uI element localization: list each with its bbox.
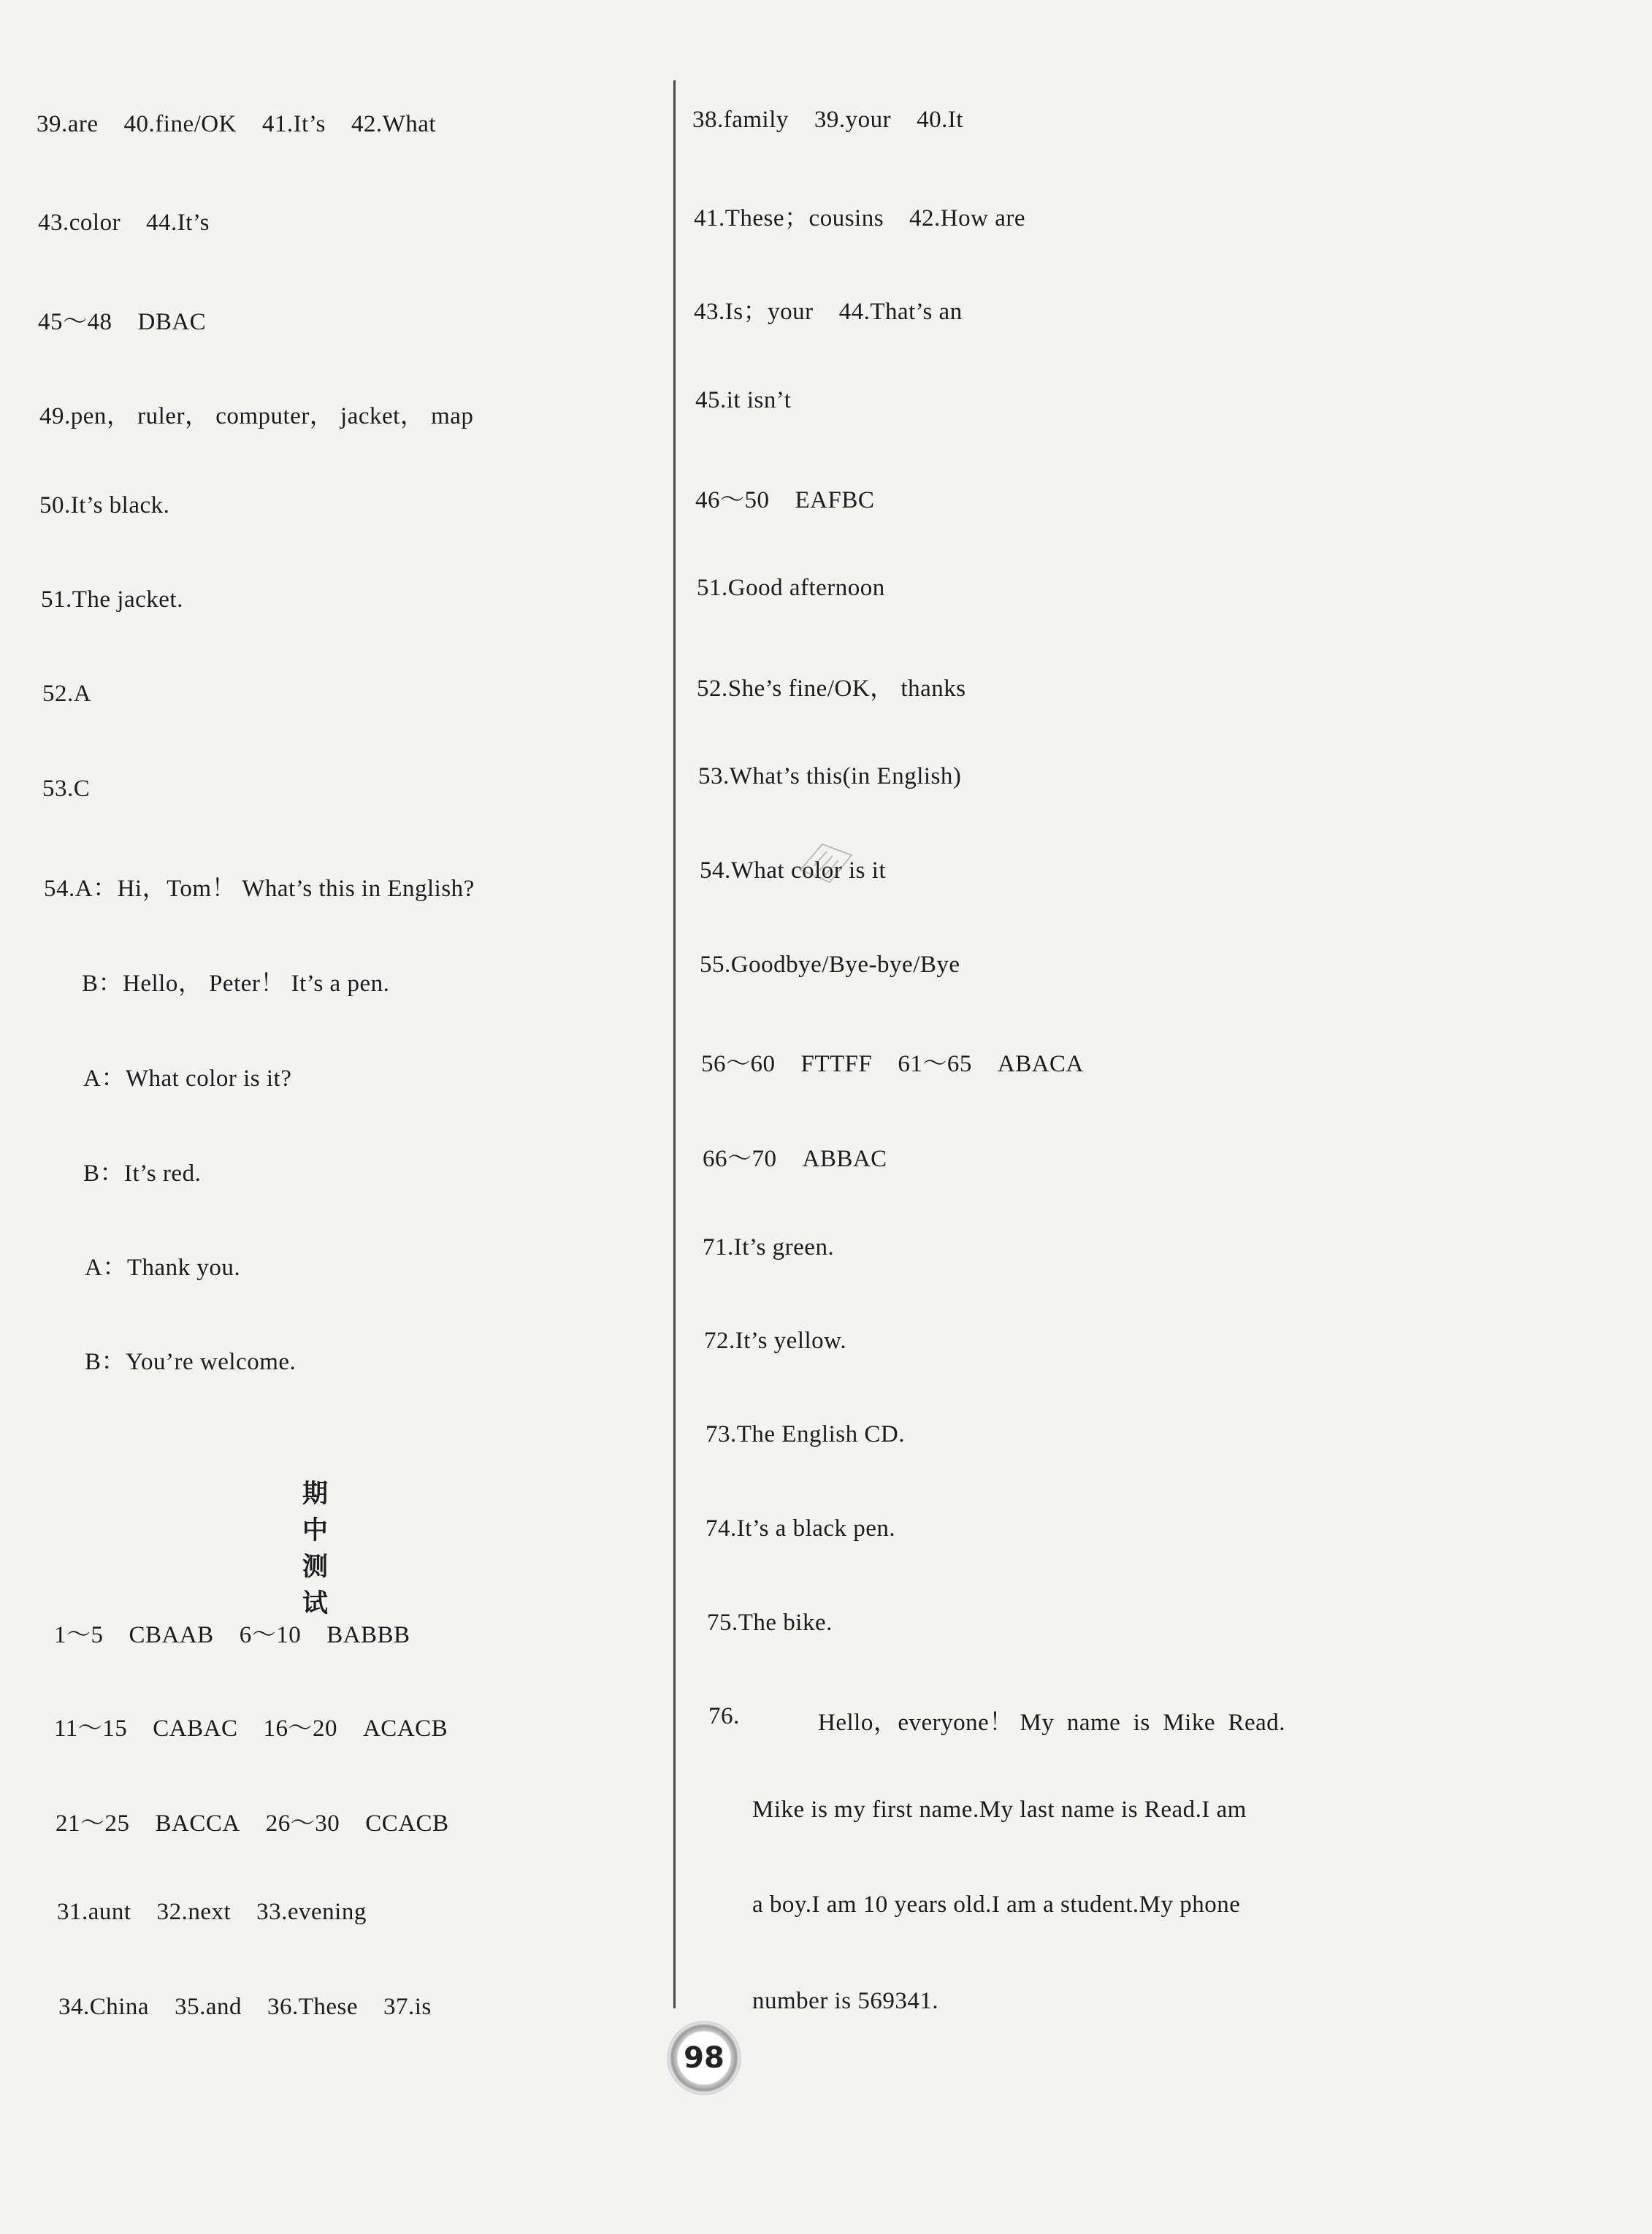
answer-line: 50.It’s black. (39, 492, 170, 519)
page-number-badge (669, 2023, 739, 2093)
essay-line: a boy.I am 10 years old.I am a student.My phone (752, 1891, 1241, 1918)
answer-line: 72.It’s yellow. (704, 1328, 847, 1354)
dialogue-line: B：It’s red. (83, 1160, 202, 1187)
answer-line: 43.color 44.It’s (38, 210, 210, 236)
answer-line: 55.Goodbye/Bye-bye/Bye (700, 952, 960, 978)
answer-line: 31.aunt 32.next 33.evening (57, 1899, 367, 1925)
answer-line: 38.family 39.your 40.It (692, 107, 964, 133)
dialogue-line: B：You’re welcome. (85, 1349, 297, 1375)
page-number: 98 (684, 2041, 724, 2075)
answer-line: 41.These；cousins 42.How are (694, 205, 1025, 232)
essay-line: Mike is my first name.My last name is Read.I am (752, 1797, 1247, 1823)
answer-line: 45.it isn’t (695, 387, 792, 413)
answer-line: 43.Is；your 44.That’s an (694, 299, 963, 325)
answer-line: 21～25 BACCA 26～30 CCACB (56, 1810, 449, 1837)
answer-line: 56～60 FTTFF 61～65 ABACA (701, 1051, 1084, 1077)
stamp-mark-icon (793, 837, 859, 888)
answer-line: 45～48 DBAC (38, 309, 207, 335)
essay-line: Hello，everyone！ My name is Mike Read. (818, 1710, 1286, 1736)
answer-line: 54.What color is it (700, 857, 887, 884)
essay-number: 76. (708, 1703, 740, 1729)
answer-line: 1～5 CBAAB 6～10 BABBB (54, 1622, 410, 1648)
dialogue-line: A：Thank you. (85, 1255, 241, 1281)
answer-line: 53.What’s this(in English) (698, 763, 962, 789)
answer-line: 71.It’s green. (703, 1234, 835, 1261)
section-heading-midterm: 期中测试 (302, 1480, 332, 1618)
answer-line: 53.C (42, 776, 91, 802)
dialogue-line: A：What color is it? (83, 1066, 292, 1092)
answer-line: 49.pen， ruler， computer， jacket， map (39, 403, 474, 429)
answer-line: 74.It’s a black pen. (705, 1515, 896, 1542)
dialogue-line: B：Hello， Peter！ It’s a pen. (82, 971, 390, 997)
answer-line: 39.are 40.fine/OK 41.It’s 42.What (37, 111, 437, 137)
answer-line: 66～70 ABBAC (703, 1146, 887, 1172)
answer-line: 46～50 EAFBC (695, 487, 875, 513)
answer-line: 51.Good afternoon (697, 575, 885, 601)
answer-line: 75.The bike. (707, 1610, 833, 1636)
answer-line: 34.China 35.and 36.These 37.is (58, 1994, 432, 2020)
answer-line: 54.A：Hi，Tom！ What’s this in English? (44, 876, 475, 902)
column-divider (673, 80, 676, 2008)
essay-line: number is 569341. (752, 1988, 939, 2014)
answer-line: 11～15 CABAC 16～20 ACACB (54, 1715, 448, 1742)
answer-line: 52.She’s fine/OK， thanks (697, 676, 966, 702)
answer-line: 52.A (42, 681, 92, 707)
answer-line: 51.The jacket. (41, 586, 183, 613)
answer-line: 73.The English CD. (705, 1421, 905, 1447)
